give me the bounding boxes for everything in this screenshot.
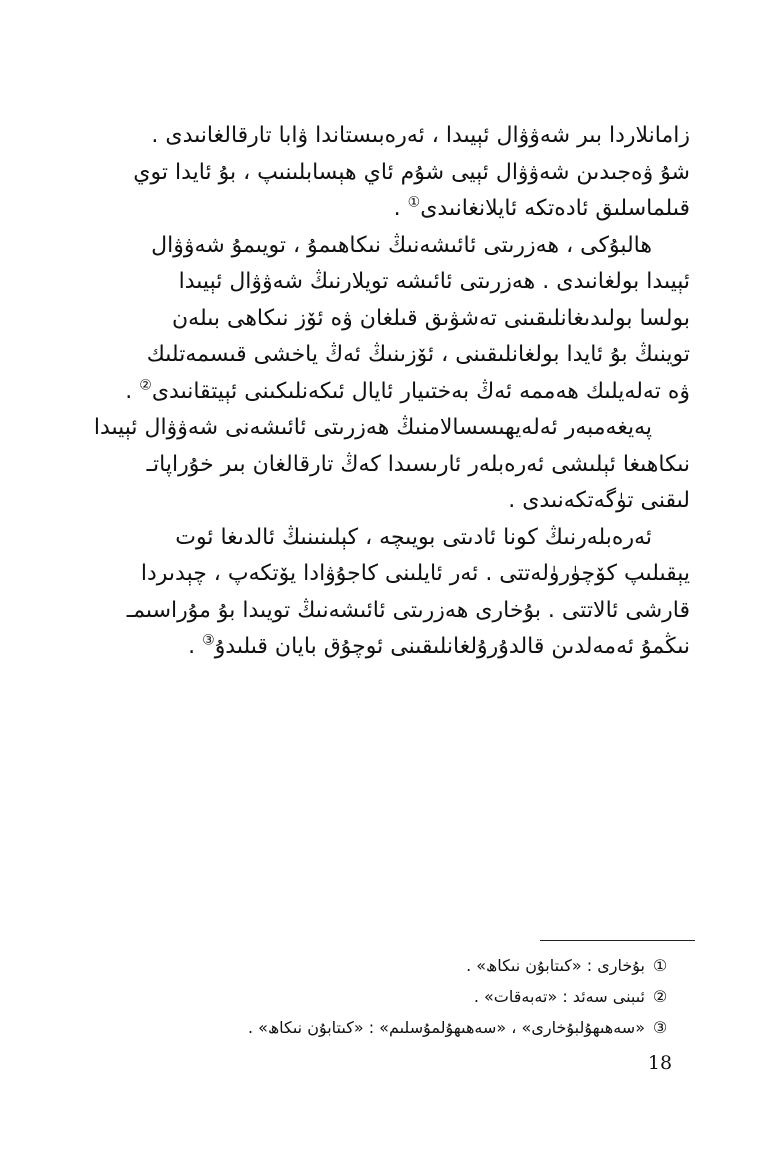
footnote-divider	[540, 940, 695, 941]
page-number: 18	[647, 1052, 673, 1074]
body-line: نىڭمۇ ئەمەلدىن قالدۇرۇلغانلىقىنى ئوچۇق بايان قىلىدۇ③ .	[188, 632, 690, 659]
footnote-text: بۇخارى : «كىتابۇن نىكاھ» .	[466, 956, 645, 975]
footnote-text: «سەھىھۇلبۇخارى» ، «سەھىھۇلمۇسلىم» : «كىتابۇن نىكاھ» .	[247, 1018, 645, 1037]
body-line: يېقىلىپ كۆچۈرۈلەتتى . ئەر ئايلىنى كاجۇۋادا يۆتكەپ ، چېدىردا	[140, 561, 690, 586]
footnote-ref-2: ②	[139, 377, 152, 394]
body-line: ئېيىدا بولغانىدى . ھەزرىتى ئائىشە تويلارنىڭ شەۋۋال ئېيىدا	[178, 269, 690, 294]
footnotes	[90, 950, 675, 1043]
body-line: قىلماسلىق ئادەتكە ئايلانغانىدى① .	[393, 194, 690, 221]
body-line: شۇ ۋەجىدىن شەۋۋال ئېيى شۇم ئاي ھېسابلىنىپ ، بۇ ئايدا توي	[133, 159, 690, 185]
body-line: بولسا بولىدىغانلىقىنى تەشۋىق قىلغان ۋە ئۆز نىكاھى بىلەن	[172, 305, 690, 331]
paragraph-start: ھالبۇكى ، ھەزرىتى ئائىشەنىڭ نىكاھىمۇ ، تويىمۇ شەۋۋال	[151, 232, 652, 258]
footnote-mark: ③	[652, 1018, 668, 1037]
footnote-3	[90, 1012, 675, 1043]
footnote-2	[90, 981, 675, 1012]
body-line: قارشى ئالاتتى . بۇخارى ھەزرىتى ئائىشەنىڭ تويىدا بۇ مۇراسىمـ	[126, 597, 690, 623]
footnote-ref-1: ①	[407, 194, 421, 211]
body-line-text: ۋە تەلەيلىك ھەممە ئەڭ بەختىيار ئايال ئىكەنلىكىنى ئېيتقانىدى	[151, 378, 690, 404]
body-line: لىقنى تۈگەتكەنىدى .	[508, 488, 690, 513]
footnote-mark: ①	[652, 956, 668, 975]
body-line: توينىڭ بۇ ئايدا بولغانلىقىنى ، ئۆزىنىڭ ئەڭ ياخشى قىسمەتلىك	[146, 342, 690, 367]
body-line: زامانلاردا بىر شەۋۋال ئېيىدا ، ئەرەبىستاندا ۋابا تارقالغانىدى .	[151, 123, 690, 148]
footnote-text: ئىبنى سەئد : «تەبەقات» .	[473, 987, 645, 1006]
body-line-text: قىلماسلىق ئادەتكە ئايلانغانىدى	[420, 196, 690, 221]
footnote-mark: ②	[652, 987, 668, 1006]
body-line: ۋە تەلەيلىك ھەممە ئەڭ بەختىيار ئايال ئىكەنلىكىنى ئېيتقانىدى② .	[125, 377, 690, 404]
body-text	[90, 118, 690, 666]
footnote-ref-3: ③	[202, 632, 215, 649]
footnote-1	[90, 950, 675, 981]
body-line: نىكاھىغا ئېلىشى ئەرەبلەر ئارىسىدا كەڭ تارقالغان بىر خۇراپاتـ	[146, 451, 690, 477]
body-line-text: نىڭمۇ ئەمەلدىن قالدۇرۇلغانلىقىنى ئوچۇق بايان قىلىدۇ	[214, 634, 690, 659]
paragraph-start: پەيغەمبەر ئەلەيھىسسالامنىڭ ھەزرىتى ئائىشەنى شەۋۋال ئېيىدا	[93, 415, 652, 440]
paragraph-start: ئەرەبلەرنىڭ كونا ئادىتى بويىچە ، كېلىنىنىڭ ئالدىغا ئوت	[175, 524, 652, 550]
